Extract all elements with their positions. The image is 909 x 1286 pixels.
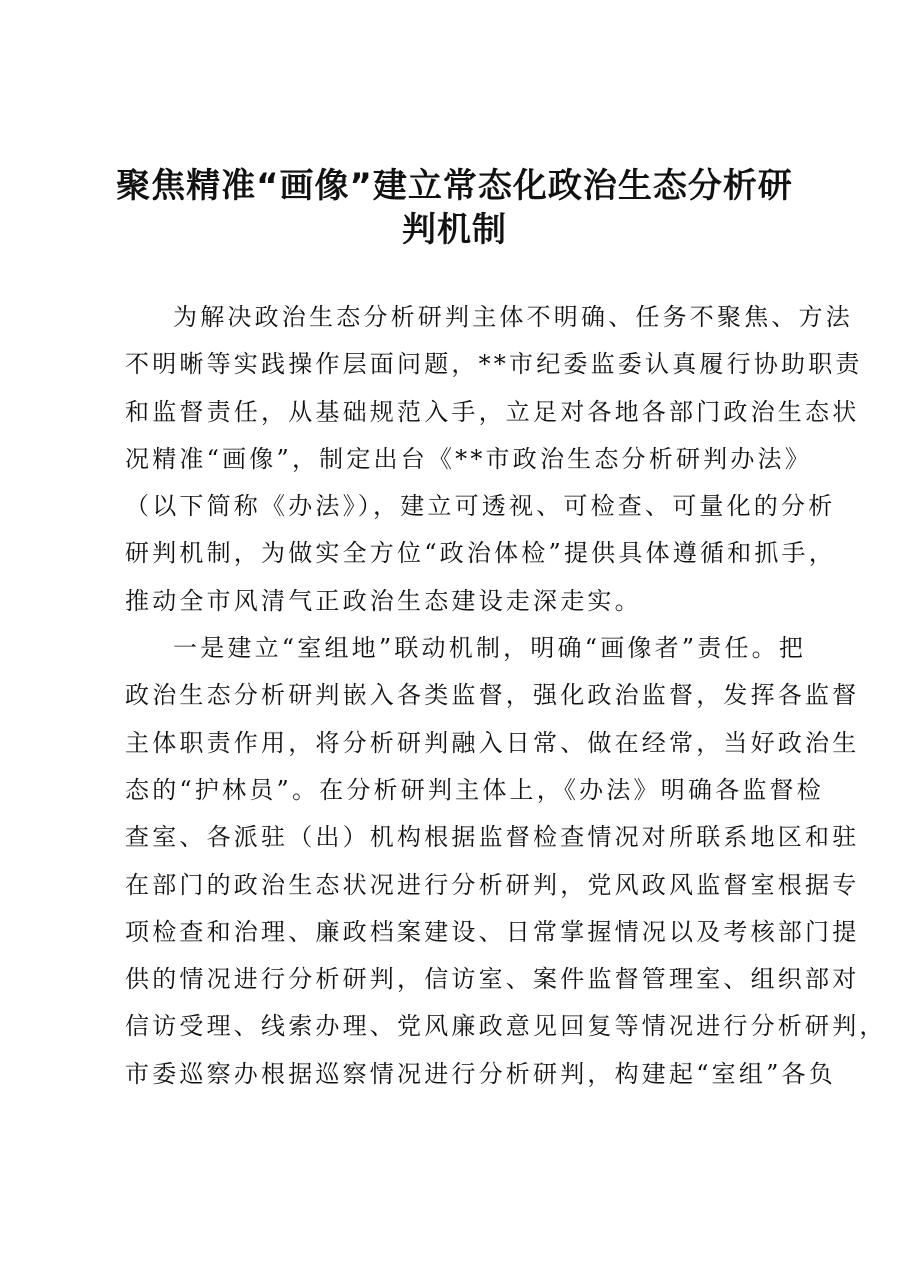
paragraph-line: 态的“护林员”。在分析研判主体上，《办法》明确各监督检 (125, 775, 824, 804)
paragraph-2 (125, 628, 887, 1101)
document-title-line-1: 聚焦精准“画像”建立常态化政治生态分析研 (116, 166, 793, 206)
paragraph-line: 信访受理、线索办理、党风廉政意见回复等情况进行分析研判， (125, 1012, 887, 1041)
paragraph-line: 为解决政治生态分析研判主体不明确、任务不聚焦、方法 (173, 303, 853, 331)
paragraph-line: 不明晰等实践操作层面问题，**市纪委监委认真履行协助职责 (125, 350, 863, 379)
paragraph-line: 供的情况进行分析研判，信访室、案件监督管理室、组织部对 (125, 965, 860, 994)
paragraph-line: 主体职责作用，将分析研判融入日常、做在经常，当好政治生 (125, 728, 860, 757)
paragraph-line: 研判机制，为做实全方位“政治体检”提供具体遵循和抓手， (125, 539, 836, 568)
paragraph-line: 在部门的政治生态状况进行分析研判，党风政风监督室根据专 (125, 870, 860, 899)
paragraph-line: 市委巡察办根据巡察情况进行分析研判，构建起“室组”各负 (125, 1059, 836, 1088)
paragraph-1 (125, 297, 863, 628)
paragraph-line: 查室、各派驻（出）机构根据监督检查情况对所联系地区和驻 (125, 823, 860, 852)
paragraph-line: 和监督责任，从基础规范入手，立足对各地各部门政治生态状 (125, 397, 860, 426)
paragraph-line: 况精准“画像”，制定出台《**市政治生态分析研判办法》 (125, 444, 812, 473)
document-body (125, 297, 887, 1101)
paragraph-line: 推动全市风清气正政治生态建设走深走实。 (125, 586, 642, 615)
document-title-line-2: 判机制 (402, 210, 507, 250)
paragraph-line: 政治生态分析研判嵌入各类监督，强化政治监督，发挥各监督 (125, 681, 860, 710)
paragraph-line: 项检查和治理、廉政档案建设、日常掌握情况以及考核部门提 (125, 917, 860, 946)
paragraph-line: （以下简称《办法》），建立可透视、可检查、可量化的分析 (125, 492, 836, 521)
paragraph-line: 一是建立“室组地”联动机制，明确“画像者”责任。把 (173, 634, 807, 663)
